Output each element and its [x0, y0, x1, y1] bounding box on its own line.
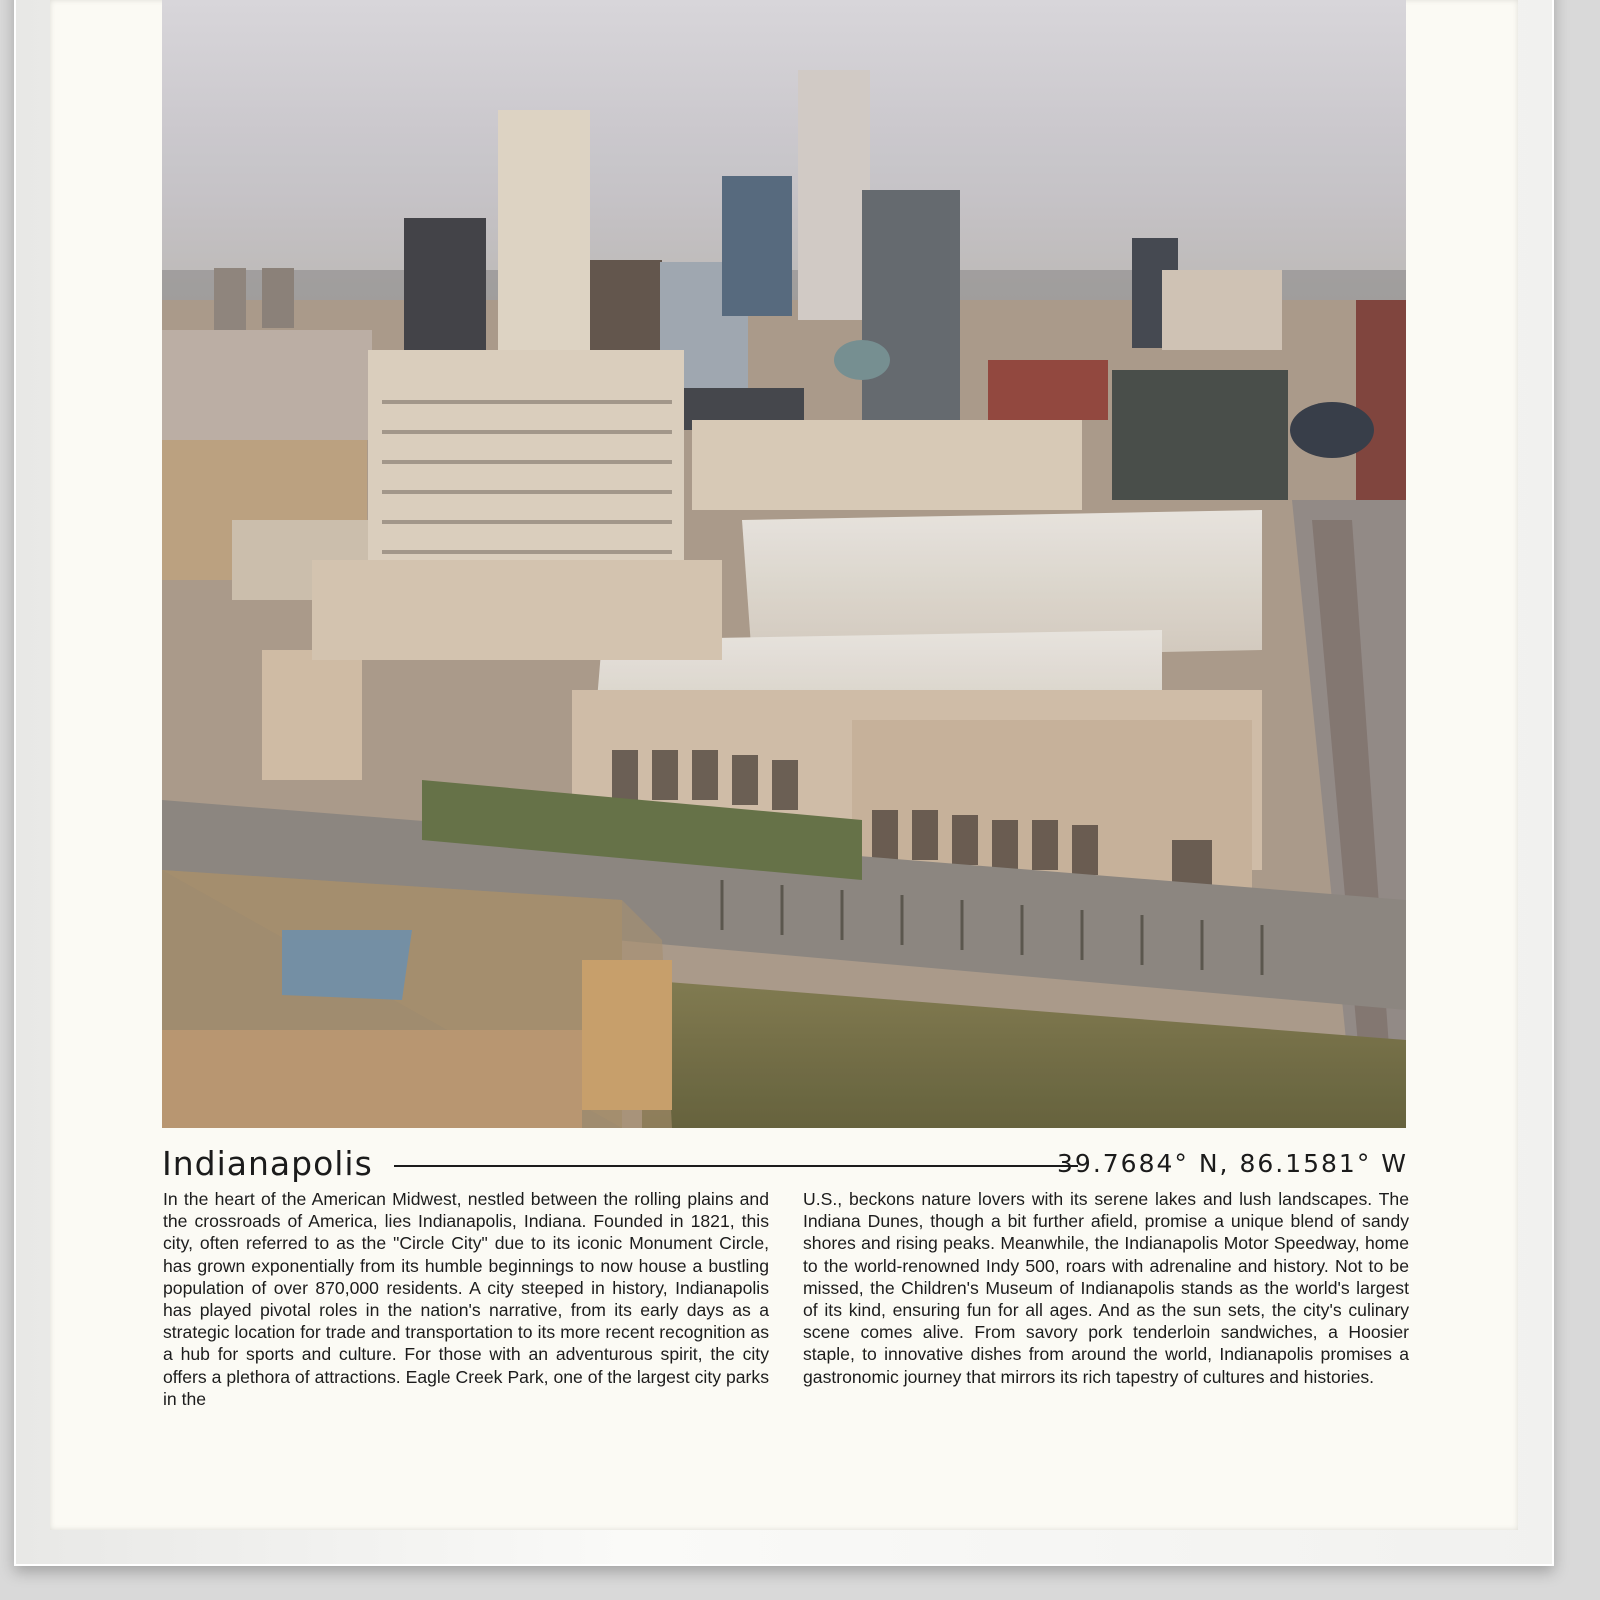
- coordinates-label: 39.7684° N, 86.1581° W: [1057, 1149, 1408, 1178]
- description-left-column: In the heart of the American Midwest, nestled between the rolling plains and the crossroads of America, lies Indianapolis, Indiana. Founded in 1821, this city, often referred to as the "Circle City" due to its iconic Monument Circle, has grown exponentially from its humble beginnings to now house a bustling population of over 870,000 residents. A city steeped in history, Indianapolis has played pivotal roles in the nation's narrative, from its early days as a strategic location for trade and transportation to its more recent recognition as a hub for sports and culture. For those with an adventurous spirit, the city offers a plethora of attractions. Eagle Creek Park, one of the largest city parks in the: [163, 1189, 769, 1409]
- city-painting: [162, 0, 1406, 1128]
- skyline-illustration: [162, 0, 1406, 1128]
- title-row: [162, 1140, 1408, 1190]
- description-right-column: U.S., beckons nature lovers with its serene lakes and lush landscapes. The Indiana Dunes, though a bit further afield, promise a unique blend of sandy shores and rising peaks. Meanwhile, the Indianapolis Motor Speedway, home to the world-renowned Indy 500, roars with adrenaline and history. Not to be missed, the Children's Museum of Indianapolis stands as the world's largest of its kind, ensuring fun for all ages. And as the sun sets, the city's culinary scene comes alive. From savory pork tenderloin sandwiches, a Hoosier staple, to innovative dishes from around the world, Indianapolis promises a gastronomic journey that mirrors its rich tapestry of cultures and histories.: [803, 1189, 1409, 1387]
- canvas-texture: [162, 0, 1406, 1128]
- city-title: Indianapolis: [162, 1144, 373, 1183]
- title-divider-line: [394, 1165, 1078, 1167]
